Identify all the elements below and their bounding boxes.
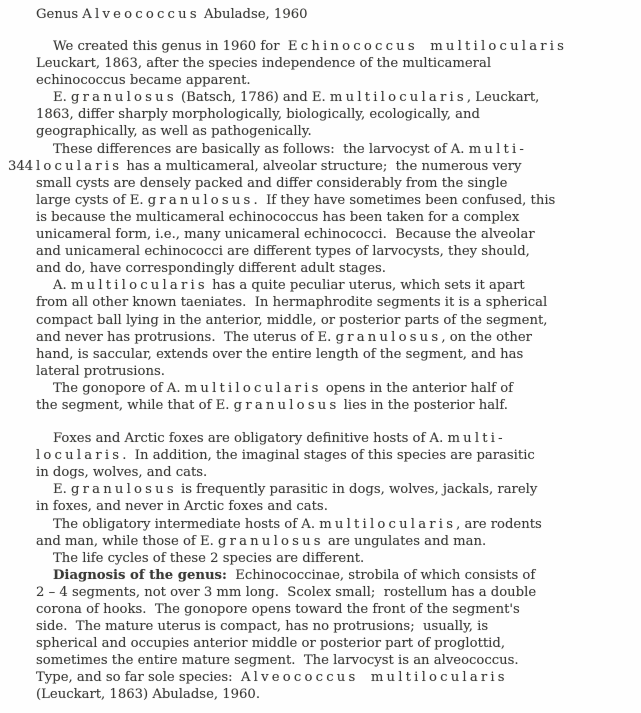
- text-segment: side. The mature uterus is compact, has no protrusions; usually, is: [36, 619, 489, 635]
- text-line: [36, 294, 637, 311]
- text-line: [36, 533, 637, 550]
- taxon-name: granulosus: [147, 192, 254, 208]
- text-segment: lies in the posterior half.: [339, 397, 508, 413]
- text-line: [36, 106, 637, 123]
- text-line: [36, 175, 637, 192]
- taxon-name: Alveococcus: [82, 7, 200, 22]
- text-segment: corona of hooks. The gonopore opens toward the front of the segment's: [36, 602, 520, 617]
- text-segment: small cysts are densely packed and differ considerably from the single: [36, 175, 508, 191]
- taxon-name: granulosus: [71, 90, 177, 106]
- text-line: [36, 141, 637, 158]
- text-segment: A.: [53, 278, 71, 294]
- text-segment: and never has protrusions. The uterus of E.: [36, 329, 336, 345]
- text-line: [36, 346, 637, 363]
- margin-page-number: 344: [8, 158, 34, 174]
- text-line: [36, 329, 637, 346]
- text-segment: The life cycles of these 2 species are different.: [53, 550, 365, 566]
- text-line: [36, 260, 637, 277]
- text-line: [36, 72, 637, 89]
- text-line: [36, 601, 637, 618]
- text-line: [36, 584, 637, 601]
- text-segment: the segment, while that of E.: [36, 397, 234, 413]
- text-line: [36, 380, 637, 397]
- text-line: [36, 363, 637, 380]
- text-segment: geographically, as well as pathogenically.: [36, 124, 312, 140]
- taxon-name: multilocularis: [329, 90, 467, 106]
- taxon-name: granulosus: [71, 482, 177, 498]
- text-segment: E.: [53, 482, 72, 498]
- text-segment: The gonopore of A.: [53, 380, 185, 396]
- taxon-name: granulosus: [233, 397, 340, 413]
- text-line: [36, 430, 637, 447]
- text-line: [36, 55, 637, 72]
- text-line: [36, 481, 637, 498]
- text-line: [36, 226, 637, 243]
- text-segment: spherical and occupies anterior middle or posterior part of proglottid,: [36, 636, 506, 652]
- taxon-name: locularis: [36, 158, 123, 174]
- taxon-name: multilocularis: [319, 516, 457, 532]
- text-line: [36, 397, 637, 414]
- taxon-name: multi-: [447, 431, 506, 447]
- text-line: [36, 38, 637, 55]
- text-segment: Foxes and Arctic foxes are obligatory definitive hosts of A.: [53, 431, 448, 447]
- text-segment: Echinococcinae, strobila of which consists of: [226, 567, 536, 583]
- text-segment: and unicameral echinococci are different types of larvocysts, they should,: [36, 244, 530, 260]
- text-segment: 1863, differ sharply morphologically, biologically, ecologically, and: [36, 107, 480, 123]
- text-segment: large cysts of E.: [36, 192, 148, 208]
- text-segment: Genus: [36, 7, 83, 22]
- text-line: [36, 550, 637, 567]
- text-segment: has a multicameral, alveolar structure; the numerous very: [122, 158, 522, 174]
- text-line: [36, 243, 637, 260]
- text-line: [36, 447, 637, 464]
- text-segment: E.: [53, 90, 72, 106]
- text-segment: sometimes the entire mature segment. The larvocyst is an alveococcus.: [36, 653, 519, 669]
- taxon-name: multilocularis: [70, 278, 208, 294]
- text-line: [36, 635, 637, 652]
- text-line: [36, 277, 637, 294]
- text-segment: opens in the anterior half of: [321, 380, 514, 396]
- text-segment: compact ball lying in the anterior, middle, or posterior parts of the segment,: [36, 312, 548, 328]
- text-segment: The obligatory intermediate hosts of A.: [53, 516, 320, 532]
- text-line: [36, 498, 637, 515]
- text-line: [36, 89, 637, 106]
- taxon-name: Alveococcus multilocularis: [240, 670, 508, 686]
- text-segment: are ungulates and man.: [323, 533, 487, 549]
- text-segment: , Leuckart,: [466, 90, 540, 106]
- text-segment: is frequently parasitic in dogs, wolves, jackals, rarely: [176, 482, 538, 498]
- text-segment: in foxes, and never in Arctic foxes and cats.: [36, 499, 328, 515]
- text-line: [36, 669, 637, 686]
- text-segment: (Batsch, 1786) and E.: [176, 90, 330, 106]
- taxon-name: multi-: [468, 141, 528, 157]
- text-segment: has a quite peculiar uterus, which sets it apart: [207, 278, 525, 294]
- text-line: [36, 516, 637, 533]
- taxon-name: granulosus: [335, 329, 442, 345]
- text-segment: . If they have sometimes been confused, this: [253, 192, 556, 208]
- text-segment: We created this genus in 1960 for: [53, 39, 288, 54]
- text-segment: lateral protrusions.: [36, 363, 165, 379]
- document-body: [8, 38, 637, 704]
- text-segment: These differences are basically as follows: the larvocyst of A.: [53, 141, 469, 157]
- text-segment: Leuckart, 1863, after the species independence of the multicameral: [36, 56, 492, 72]
- text-segment: and do, have correspondingly different adult stages.: [36, 261, 386, 277]
- bold-label: Diagnosis of the genus:: [53, 567, 227, 583]
- text-segment: Abuladse, 1960: [199, 7, 308, 22]
- text-segment: is because the multicameral echinococcus has been taken for a complex: [36, 209, 520, 225]
- text-segment: from all other known taeniates. In hermaphrodite segments it is a spherical: [36, 295, 548, 311]
- text-line: [36, 192, 637, 209]
- taxon-name: granulosus: [217, 533, 324, 549]
- text-line: [36, 652, 637, 669]
- taxon-name: locularis: [36, 448, 123, 464]
- text-line: [36, 209, 637, 226]
- text-line: [36, 686, 637, 703]
- text-line: [36, 567, 637, 584]
- text-line: [36, 618, 637, 635]
- taxon-name: multilocularis: [184, 380, 322, 396]
- text-segment: and man, while those of E.: [36, 533, 218, 549]
- taxon-name: Echinococcus multilocularis: [287, 39, 568, 54]
- text-segment: in dogs, wolves, and cats.: [36, 465, 208, 481]
- text-line: [8, 158, 637, 175]
- text-segment: . In addition, the imaginal stages of this species are parasitic: [122, 448, 535, 464]
- text-segment: echinococcus became apparent.: [36, 73, 251, 89]
- text-line: [36, 312, 637, 329]
- text-segment: Type, and so far sole species:: [36, 670, 241, 686]
- page-title: [36, 6, 637, 24]
- text-line: [36, 464, 637, 481]
- text-segment: unicameral form, i.e., many unicameral echinococci. Because the alveolar: [36, 227, 535, 243]
- text-line: [36, 123, 637, 140]
- text-segment: , are rodents: [456, 516, 542, 532]
- text-segment: (Leuckart, 1863) Abuladse, 1960.: [36, 687, 261, 703]
- text-segment: 2 – 4 segments, not over 3 mm long. Scolex small; rostellum has a double: [36, 584, 537, 600]
- text-segment: hand, is saccular, extends over the entire length of the segment, and has: [36, 346, 524, 362]
- text-segment: , on the other: [441, 329, 532, 345]
